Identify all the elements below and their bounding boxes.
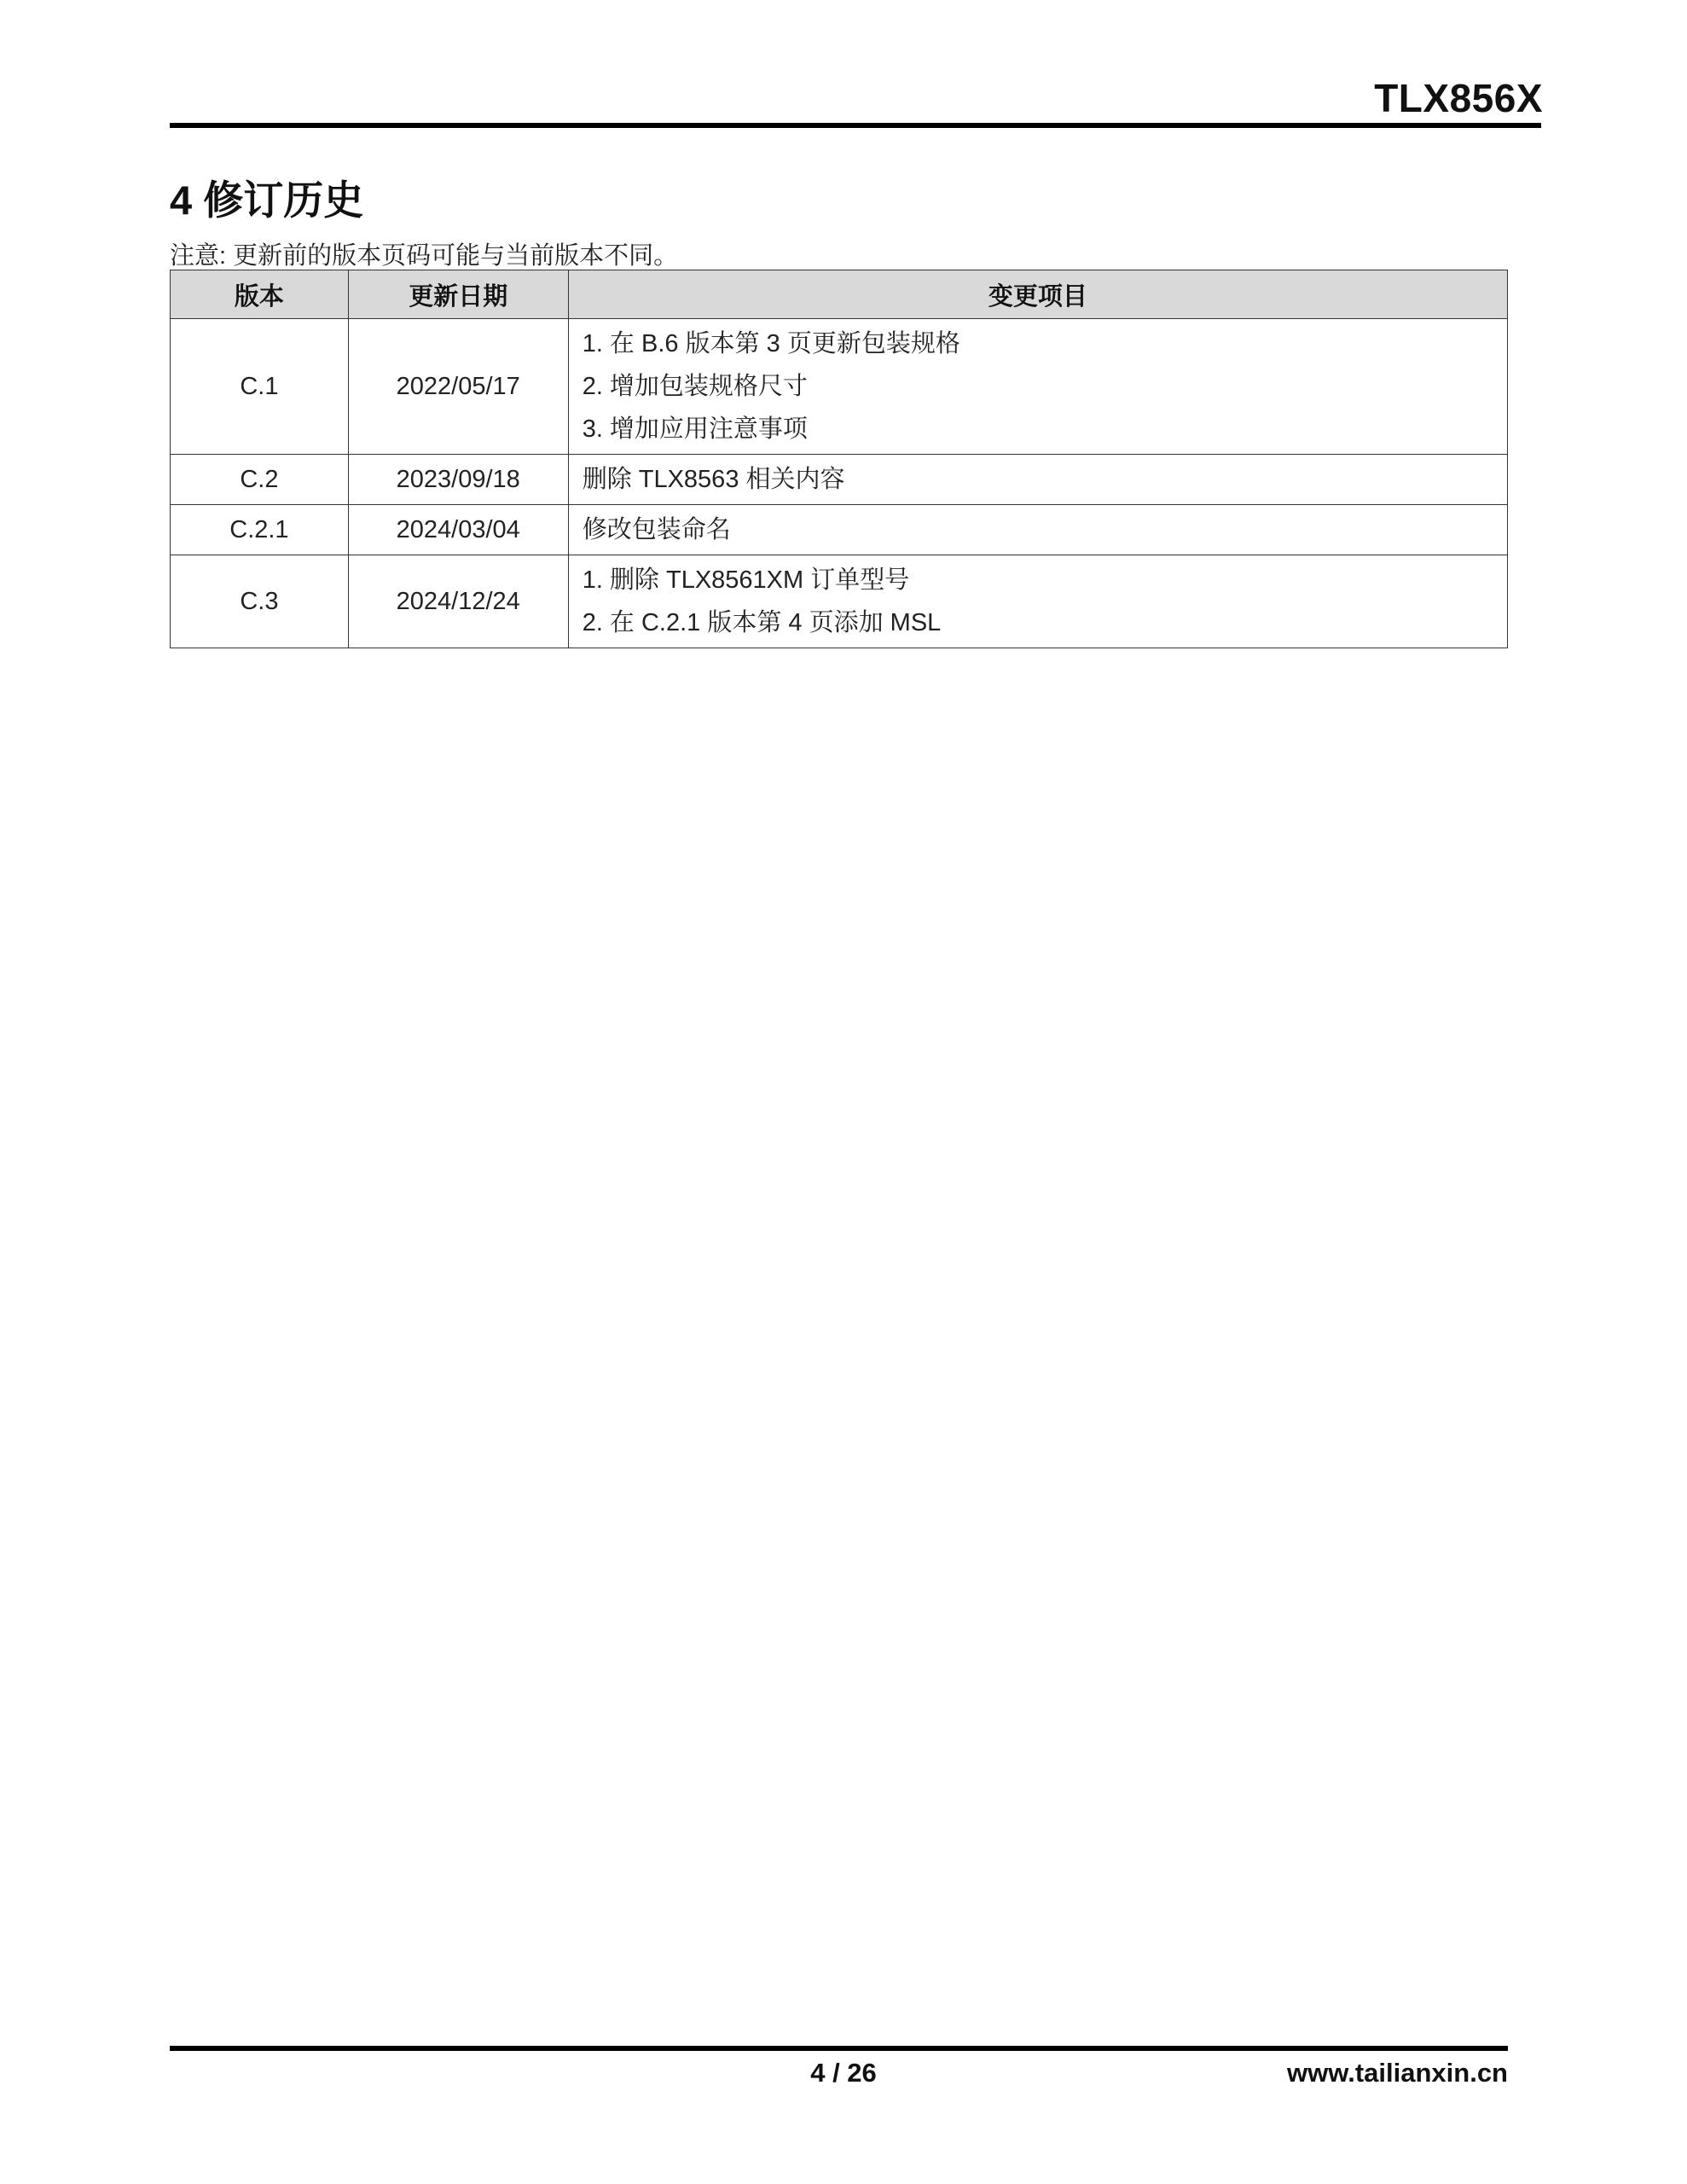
version-cell: C.1 [171, 319, 349, 455]
date-cell: 2023/09/18 [348, 455, 568, 505]
website-link[interactable]: www.tailianxin.cn [1287, 2058, 1508, 2088]
table-row [171, 505, 1508, 555]
header-divider [170, 123, 1541, 128]
version-cell: C.2.1 [171, 505, 349, 555]
change-item: 2. 增加包装规格尺寸 [582, 373, 808, 400]
date-cell: 2024/03/04 [348, 505, 568, 555]
change-item: 1. 删除 TLX8561XM 订单型号 [582, 566, 910, 594]
column-header-changes: 变更项目 [568, 270, 1507, 319]
version-cell: C.2 [171, 455, 349, 505]
changes-cell [568, 455, 1507, 505]
table-row [171, 455, 1508, 505]
revision-history-table [170, 270, 1508, 648]
change-item: 删除 TLX8563 相关内容 [582, 466, 845, 493]
table-header-row [171, 270, 1508, 319]
column-header-version: 版本 [171, 270, 349, 319]
date-cell: 2022/05/17 [348, 319, 568, 455]
column-header-date: 更新日期 [348, 270, 568, 319]
changes-cell [568, 555, 1507, 648]
document-product-title: TLX856X [1374, 76, 1543, 120]
changes-cell [568, 505, 1507, 555]
change-item: 3. 增加应用注意事项 [582, 415, 808, 443]
revision-note: 注意: 更新前的版本页码可能与当前版本不同。 [170, 242, 679, 270]
table-row [171, 319, 1508, 455]
version-cell: C.3 [171, 555, 349, 648]
page-number: 4 / 26 [810, 2058, 877, 2088]
changes-cell [568, 319, 1507, 455]
footer-divider [170, 2046, 1508, 2051]
table-row [171, 555, 1508, 648]
change-item: 1. 在 B.6 版本第 3 页更新包装规格 [582, 330, 960, 357]
change-item: 修改包装命名 [582, 516, 731, 543]
change-item: 2. 在 C.2.1 版本第 4 页添加 MSL [582, 609, 942, 636]
date-cell: 2024/12/24 [348, 555, 568, 648]
section-heading: 4 修订历史 [170, 177, 364, 223]
